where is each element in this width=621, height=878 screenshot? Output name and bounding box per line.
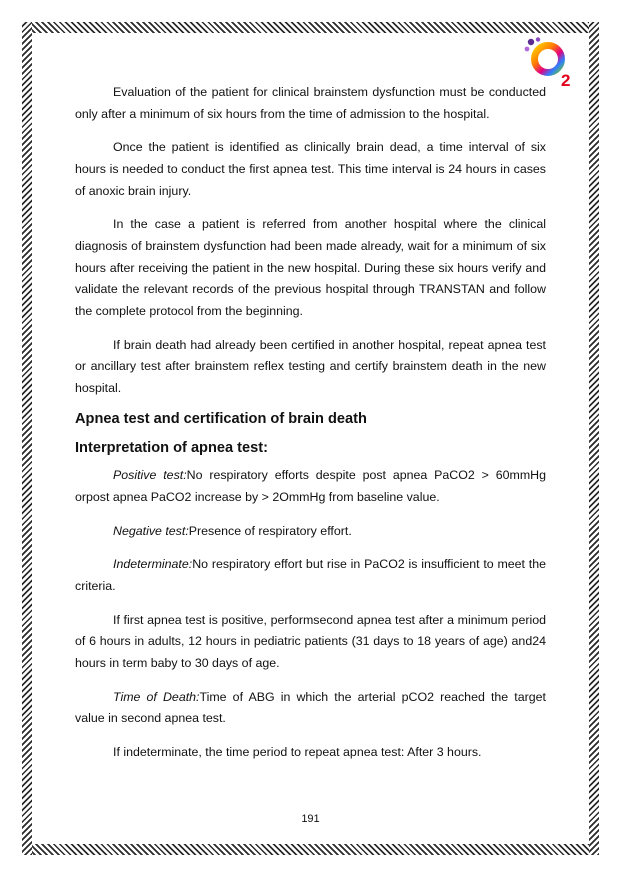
paragraph-time-interval: Once the patient is identified as clinically brain dead, a time interval of six hours is needed to conduct the first apnea test. This time interval is 24 hours in cases of anoxic brain injury. [75,140,546,198]
indeterminate-repeat-paragraph: If indeterminate, the time period to repeat apnea test: After 3 hours. [113,745,482,760]
negative-test-text: Presence of respiratory effort. [188,523,352,538]
page-content [75,82,546,776]
time-of-death-paragraph [75,687,546,730]
time-of-death-text: Time of ABG in which the arterial pCO2 reached the target value in second apnea test. [75,689,546,726]
positive-test-term: Positive test: [113,468,187,483]
paragraph-prior-certification: If brain death had already been certified in another hospital, repeat apnea test or ancillary test after brainstem reflex testing and certify brainstem death in the new hospital. [75,337,546,395]
indeterminate-paragraph [75,554,546,597]
time-of-death-term: Time of Death: [113,689,200,704]
border-bottom [22,844,599,855]
positive-test-text: No respiratory efforts despite post apnea PaCO2 > 60mmHg orpost apnea PaCO2 increase by > 2OmmHg from baseline value. [75,468,546,504]
section-heading: Apnea test and certification of brain death [75,411,367,428]
subsection-heading: Interpretation of apnea test: [75,440,268,457]
border-right [589,22,599,855]
negative-test-term: Negative test: [113,523,189,538]
paragraph-referral: In the case a patient is referred from another hospital where the clinical diagnosis of brainstem dysfunction had been made already, wait for a minimum of six hours after receiving the patient in the new hospital. During these six hours verify and validate the relevant records of the previous hospital through TRANSTAN and follow the complete protocol from the beginning. [75,217,546,318]
logo-subscript: 2 [561,71,571,90]
repeat-test-paragraph: If first apnea test is positive, performsecond apnea test after a minimum period of 6 hours in adults, 12 hours in pediatric patients (31 days to 18 years of age) and24 hours in term baby to 30 days of age. [75,612,546,670]
positive-test-paragraph [75,465,546,508]
paragraph-evaluation: Evaluation of the patient for clinical brainstem dysfunction must be conducted only after a minimum of six hours from the time of admission to the hospital. [75,85,546,121]
page-number: 191 [301,813,320,825]
indeterminate-term: Indeterminate: [113,557,193,572]
indeterminate-text: No respiratory effort but rise in PaCO2 is insufficient to meet the criteria. [75,557,546,594]
negative-test-paragraph [75,521,546,543]
border-top [22,22,599,33]
border-left [22,22,32,855]
